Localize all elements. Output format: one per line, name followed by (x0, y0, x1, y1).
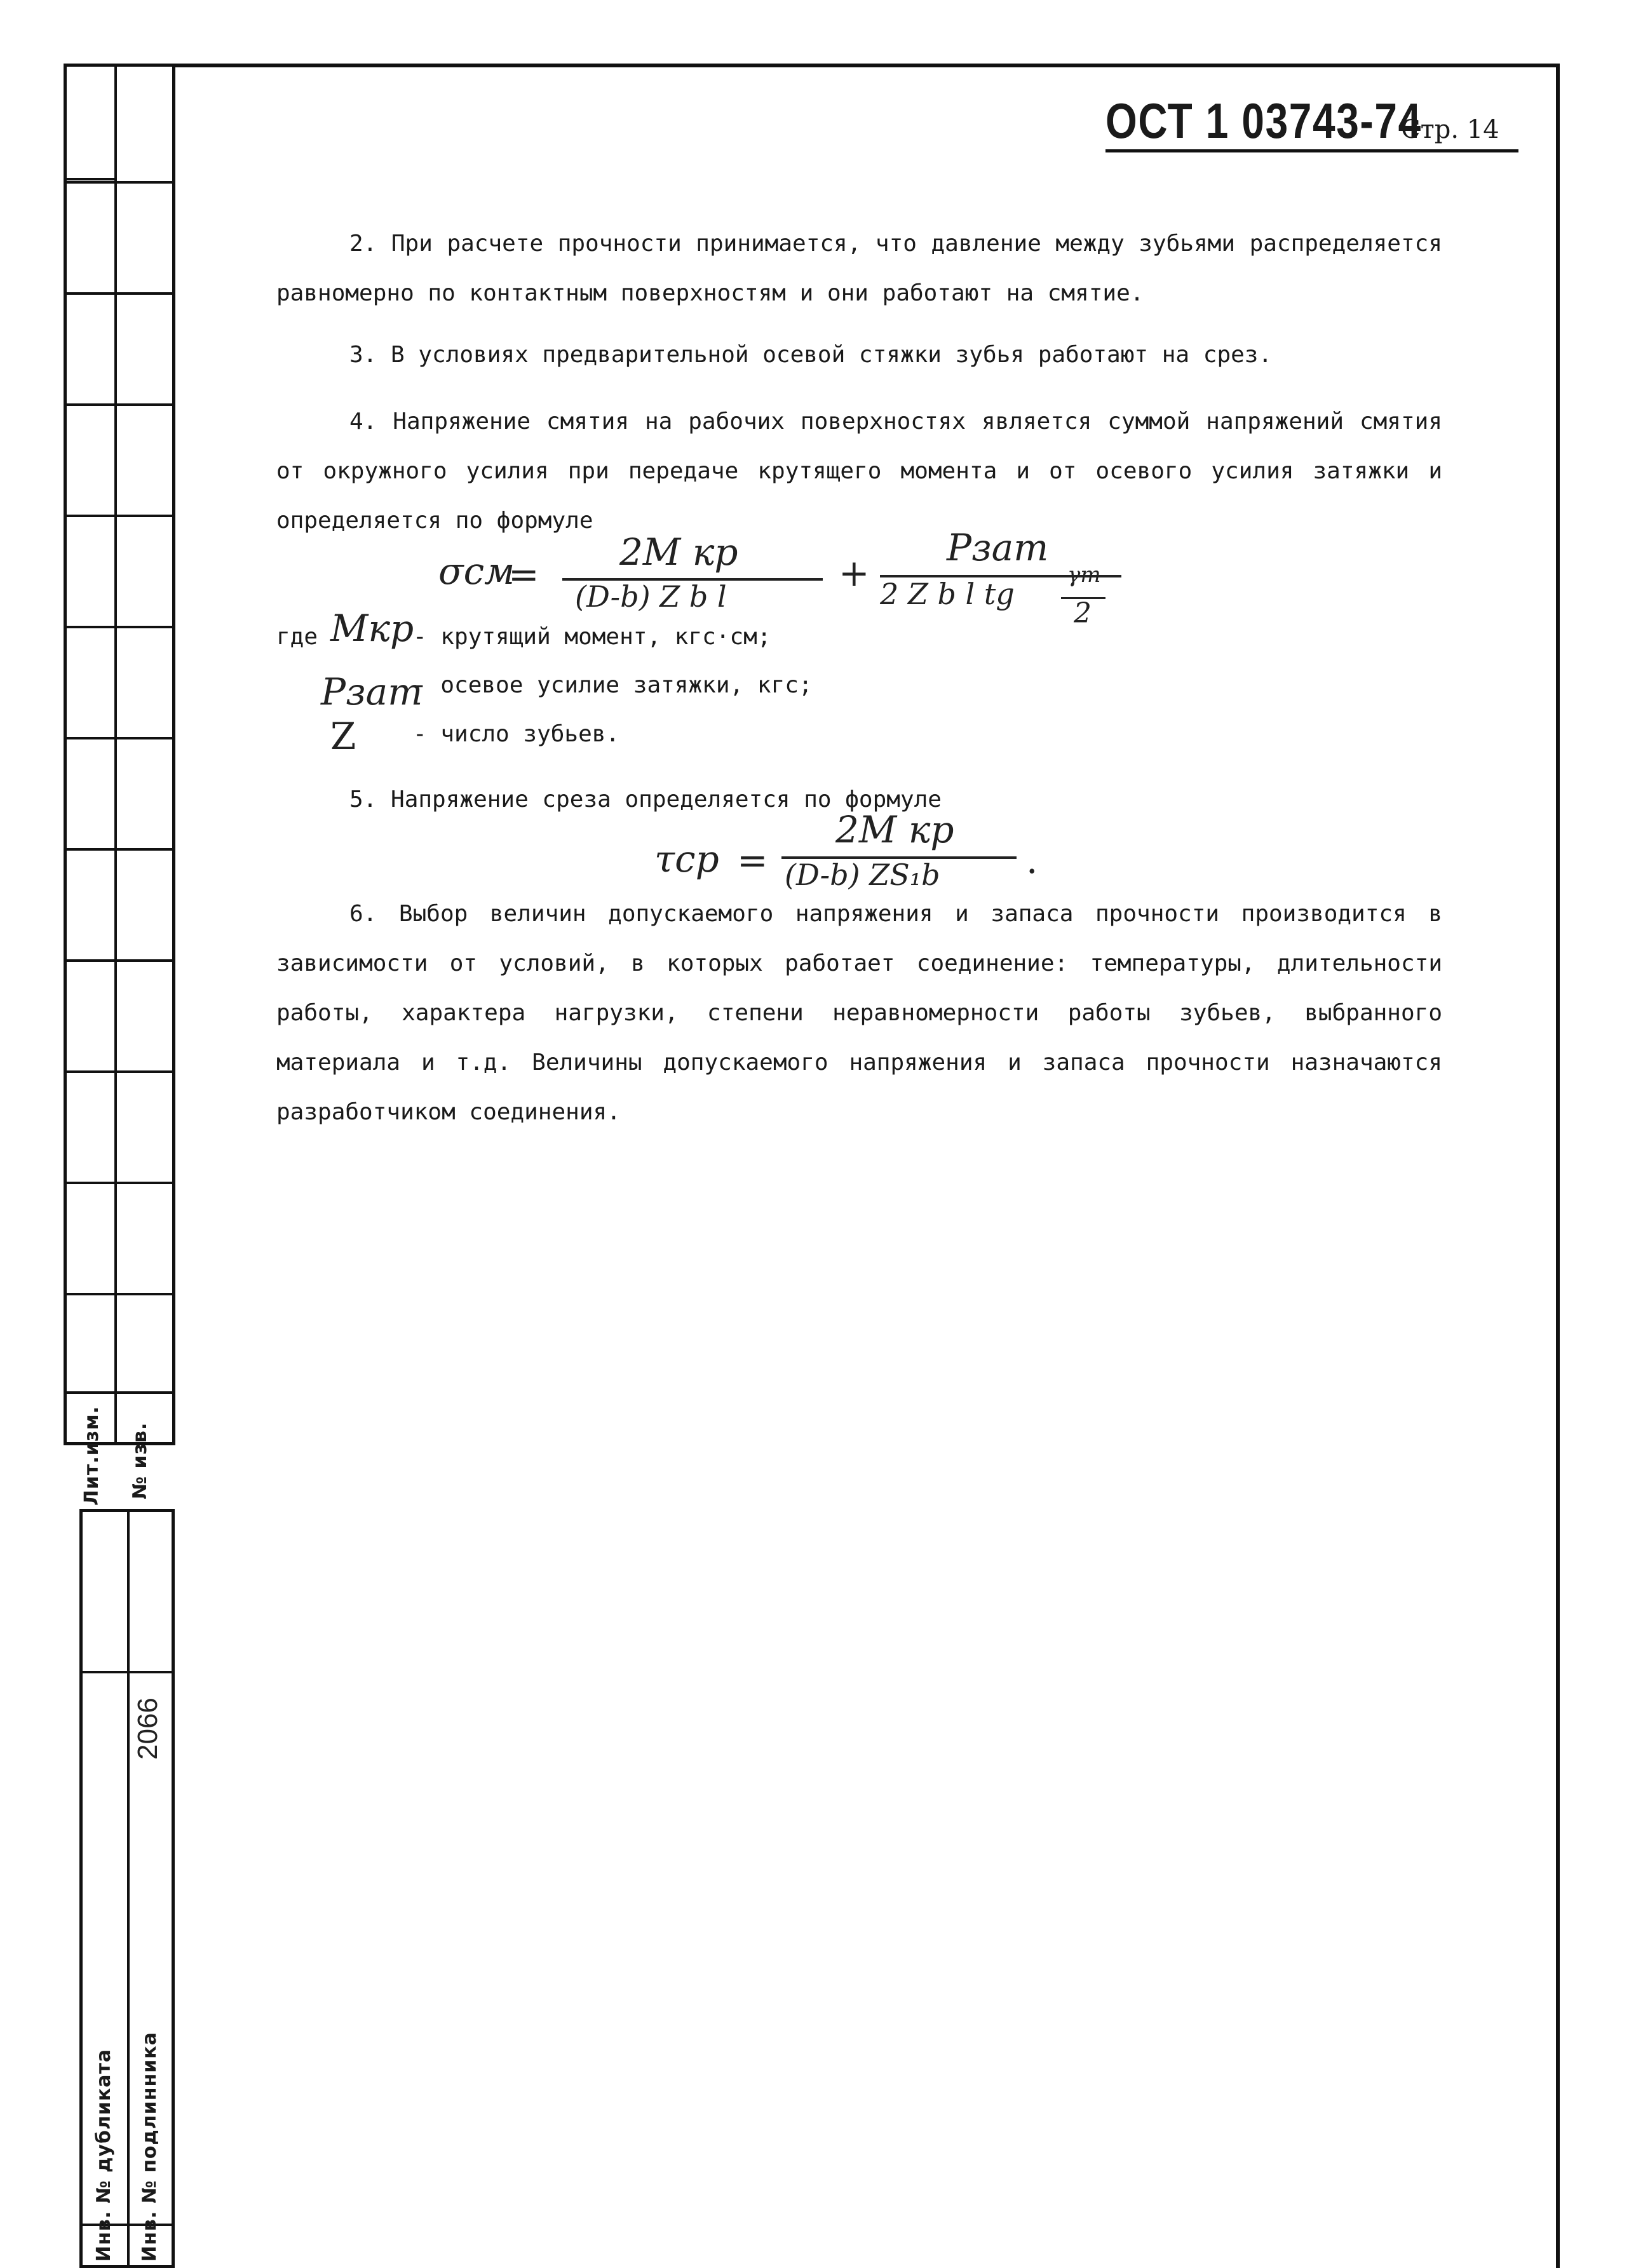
revision-stamp-strip (64, 64, 175, 1506)
paragraph-6: 6. Выбор величин допускаемого напряжения и запаса прочности производится в зависимости от условий, в которых работает соединение: температуры, длительности работы, характера нагрузки, степени неравномерности работы зубьев, выбранного материала и т.д. Величины допускаемого напряжения и запаса прочности назначаются разработчиком соединения. (276, 901, 1442, 1125)
strip-divider (114, 67, 117, 1442)
strip-rule (67, 403, 172, 406)
strip-rule (67, 1391, 172, 1394)
stamp-label-lit-izm: Лит.изм. (81, 1405, 103, 1506)
legend-symbol: Mкр (330, 607, 414, 650)
formula-end: . (1026, 839, 1038, 882)
formula-denominator: (D-b) ZS₁b (785, 858, 940, 892)
legend-symbol: Z (330, 715, 356, 758)
strip-rule (67, 178, 114, 180)
inventory-stamp-strip (79, 1509, 175, 2268)
legend-symbol: Pзат (321, 670, 423, 713)
strip-rule (67, 292, 172, 295)
formula-denominator-1: (D-b) Z b l (575, 579, 727, 614)
paragraph-5: 5. Напряжение среза определяется по формуле (349, 786, 942, 813)
paragraph-3: 3. В условиях предварительной осевой стяжки зубья работают на срез. (349, 342, 1273, 368)
strip-rule (67, 737, 172, 739)
legend-where: где (276, 624, 318, 650)
formula-angle-denominator: 2 (1074, 597, 1092, 630)
formula-plus: + (839, 551, 870, 595)
strip-rule (67, 848, 172, 851)
standard-number: ОСТ 1 03743-74 (1105, 93, 1422, 149)
stamp-label-inv-dublikata: Инв. № дубликата (93, 2048, 115, 2262)
strip-rule (67, 1070, 172, 1073)
strip-rule (67, 959, 172, 962)
legend-text: - крутящий момент, кгс·см; (413, 624, 771, 650)
paragraph-4: 4. Напряжение смятия на рабочих поверхностях является суммой напряжений смятия от окружного усилия при передаче крутящего момента и от осевого усилия затяжки и определяется по формуле (276, 408, 1442, 534)
legend-text: - число зубьев. (413, 721, 620, 747)
formula-equals: = (737, 839, 768, 882)
inventory-number: 2066 (132, 1698, 163, 1760)
formula-numerator-1: 2M кр (619, 530, 738, 574)
formula-angle-numerator: γт (1067, 562, 1101, 588)
formula-lhs: τср (654, 837, 719, 881)
stamp-label-inv-podlinnika: Инв. № подлинника (139, 2032, 161, 2262)
page-frame (152, 64, 1560, 2268)
formula-lhs: σсм (438, 550, 515, 593)
page-number: Стр. 14 (1401, 115, 1499, 144)
paragraph-2: 2. При расчете прочности принимается, что давление между зубьями распределяется равномерно по контактным поверхностям и они работают на смятие. (276, 231, 1442, 306)
strip-rule (67, 1293, 172, 1295)
strip-rule (67, 1182, 172, 1184)
strip-rule (83, 1671, 172, 1673)
page-header (1105, 92, 1518, 152)
formula-numerator-2: Pзат (947, 526, 1049, 569)
strip-rule (67, 626, 172, 628)
legend-text: - осевое усилие затяжки, кгс; (413, 672, 813, 698)
strip-rule (67, 181, 172, 184)
strip-rule (67, 515, 172, 517)
formula-numerator: 2M кр (835, 808, 954, 851)
formula-denominator-2: 2 Z b l tg (880, 577, 1015, 611)
stamp-label-n-izv: № изв. (129, 1422, 151, 1499)
strip-divider (127, 1512, 130, 2265)
formula-equals: = (508, 553, 539, 596)
